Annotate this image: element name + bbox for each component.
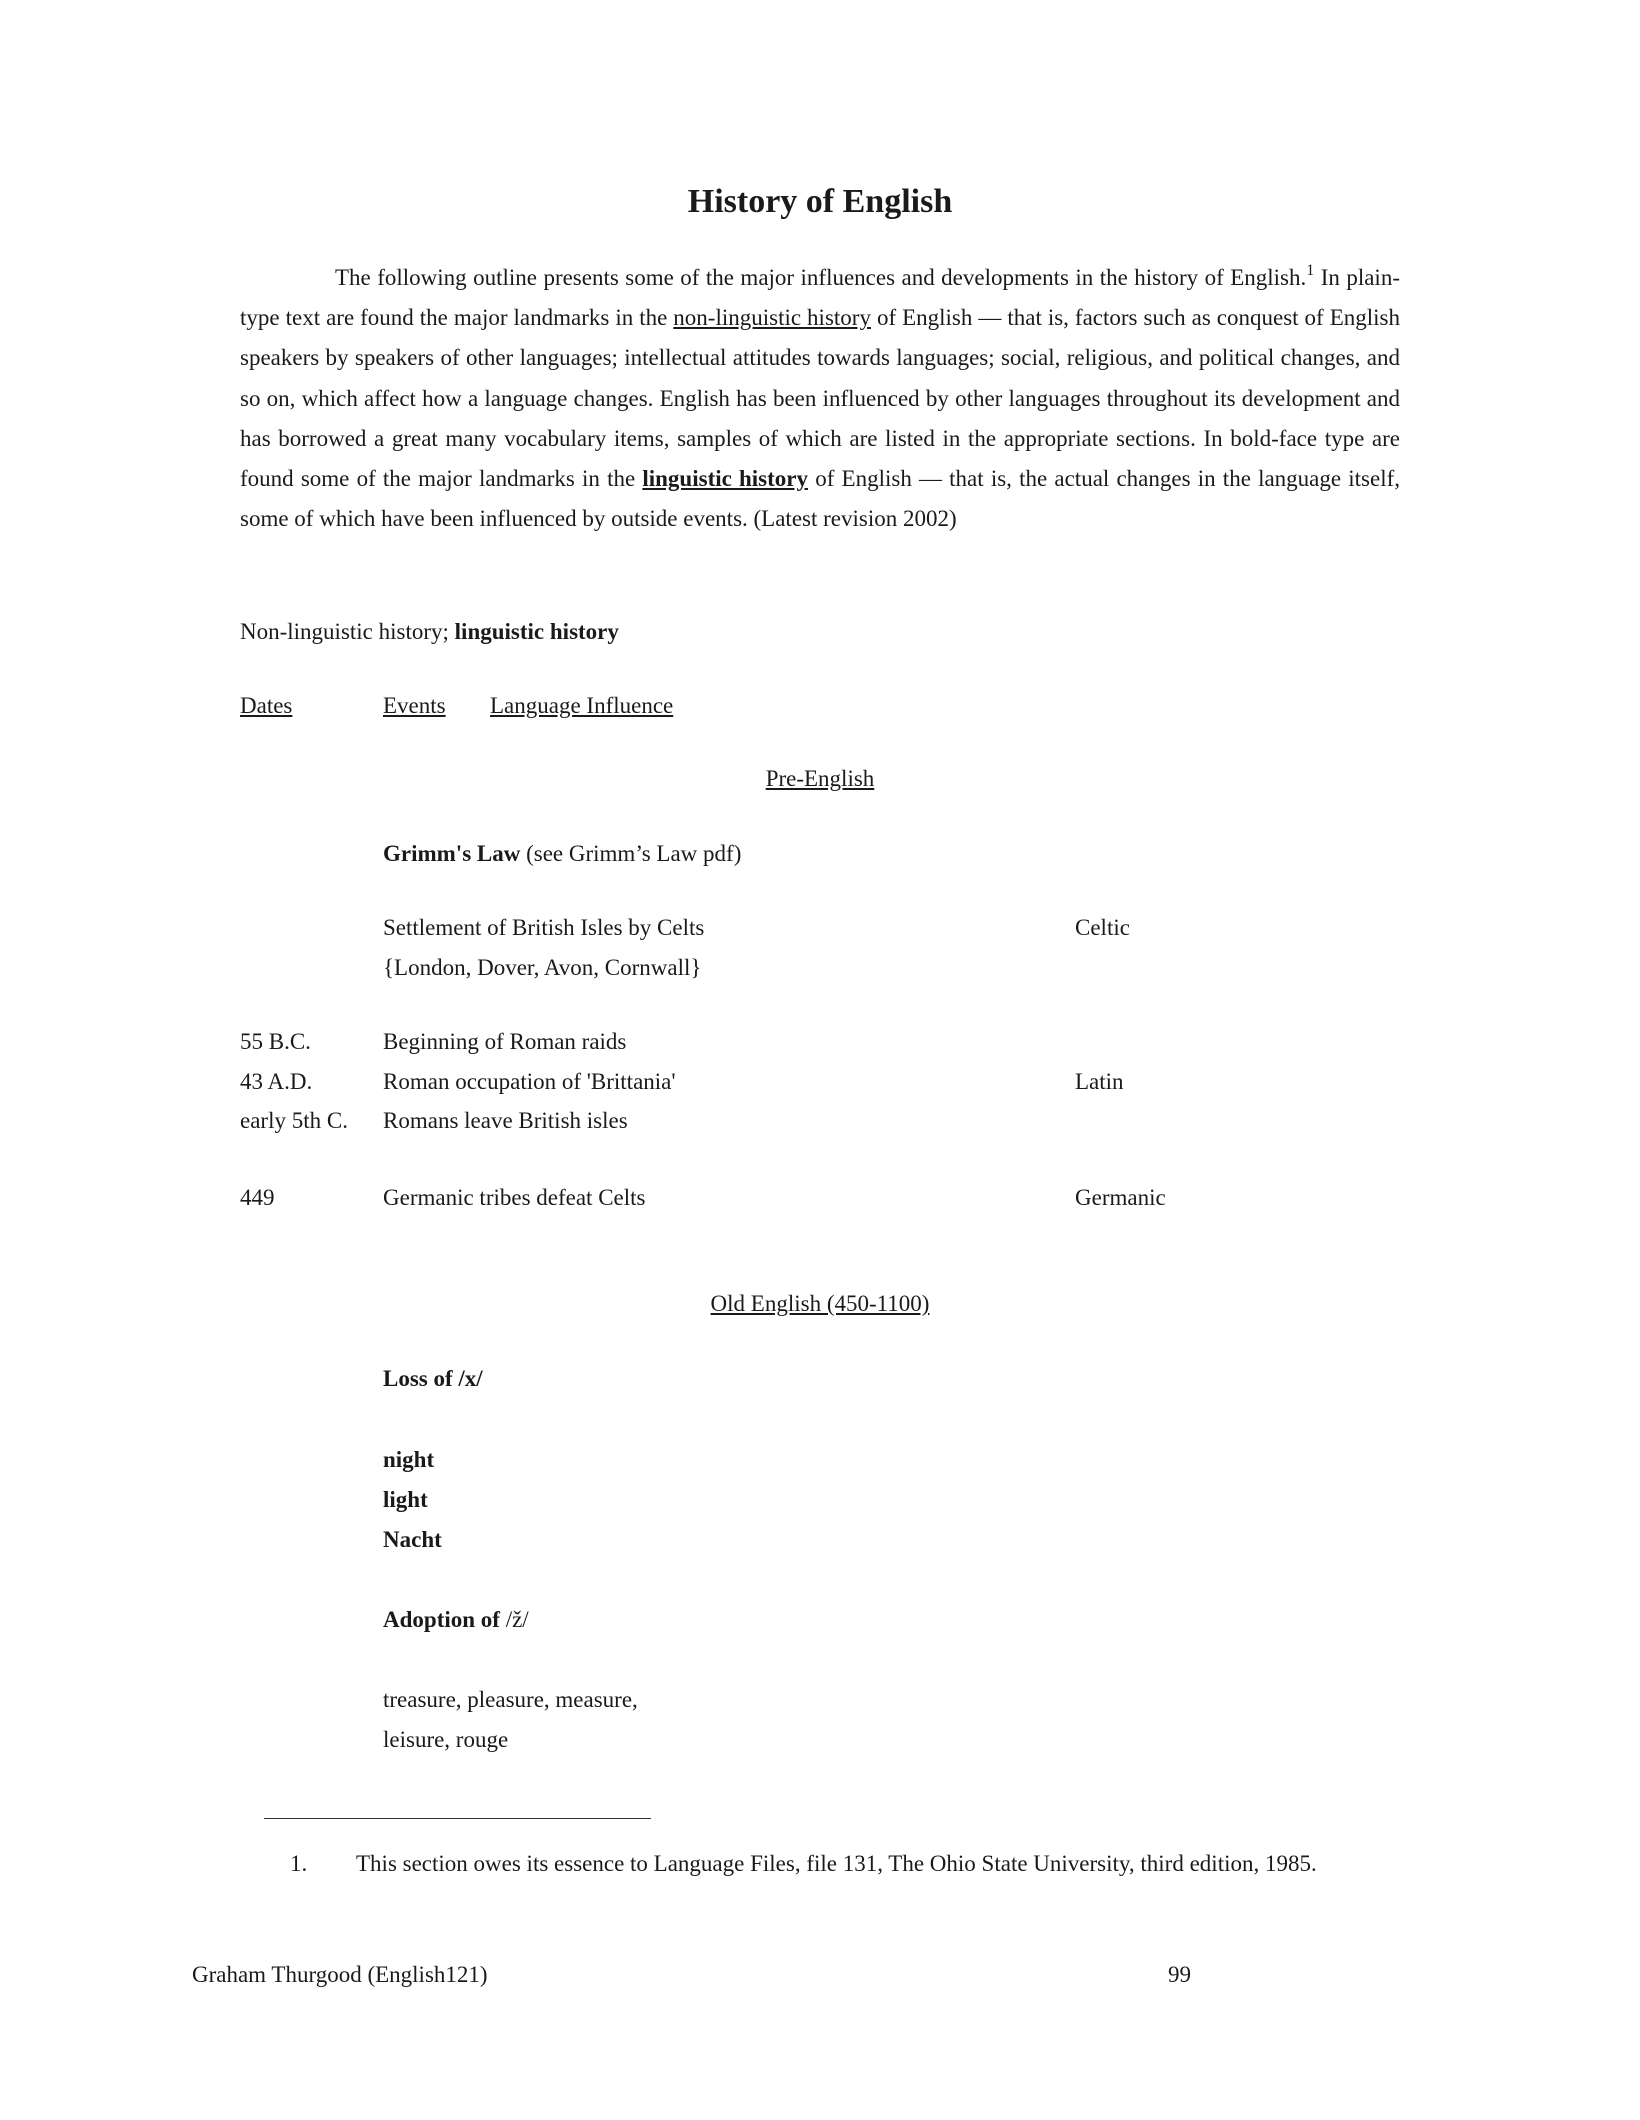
adoption-examples-line-1: treasure, pleasure, measure, bbox=[383, 1687, 638, 1712]
influence-row-4: Germanic bbox=[1075, 1185, 1166, 1210]
event-celts: Settlement of British Isles by Celts bbox=[383, 915, 705, 940]
page-number: 99 bbox=[1168, 1962, 1191, 1987]
adoption-symbol: /ž/ bbox=[505, 1607, 529, 1632]
influence-celtic: Celtic bbox=[1075, 915, 1130, 940]
intro-text-4: of English — that is, the actual changes in the language itself, some of which have been influenced by outside events. (Latest revision 2002) bbox=[240, 466, 1401, 532]
event-row-4: Germanic tribes defeat Celts bbox=[383, 1185, 646, 1210]
event-row-3: Romans leave British isles bbox=[383, 1108, 628, 1133]
influence-row-2: Latin bbox=[1075, 1069, 1124, 1094]
celtic-examples: {London, Dover, Avon, Cornwall} bbox=[383, 955, 702, 980]
intro-text-3: of English — that is, factors such as conquest of English speakers by speakers of other languages; intellectual attitudes towards languages; social, religious, and political changes, and so on, which affect how a language changes. English has been influenced by other languages throughout its development and has borrowed a great many vocabulary items, samples of which are listed in the appropriate sections. In bold-face type are found some of the major landmarks in the bbox=[240, 305, 1400, 492]
date-row-3: early 5th C. bbox=[240, 1108, 348, 1133]
header-dates: Dates bbox=[240, 693, 293, 718]
legend bbox=[240, 612, 619, 652]
grimms-law-entry bbox=[383, 834, 741, 874]
word-nacht: Nacht bbox=[383, 1527, 442, 1552]
event-row-2: Roman occupation of 'Brittania' bbox=[383, 1069, 676, 1094]
footnote-divider bbox=[264, 1818, 651, 1819]
legend-bold: linguistic history bbox=[454, 619, 619, 644]
event-row-1: Beginning of Roman raids bbox=[383, 1029, 627, 1054]
footnote-marker[interactable]: 1 bbox=[1306, 262, 1315, 279]
grimms-law-heading: Grimm's Law bbox=[383, 841, 521, 866]
intro-text-2: In plain-type text are found the major landmarks in the bbox=[240, 265, 1400, 331]
legend-plain: Non-linguistic history; bbox=[240, 619, 455, 644]
linguistic-history-term: linguistic history bbox=[642, 466, 809, 492]
footnote bbox=[290, 1845, 1352, 1883]
section-heading-pre-english: Pre-English bbox=[765, 766, 875, 791]
date-row-2: 43 A.D. bbox=[240, 1069, 313, 1094]
date-row-1: 55 B.C. bbox=[240, 1029, 311, 1054]
adoption-heading bbox=[383, 1600, 529, 1640]
section-heading-old-english: Old English (450-1100) bbox=[710, 1291, 930, 1316]
word-night: night bbox=[383, 1447, 435, 1472]
footnote-number: 1. bbox=[290, 1851, 308, 1876]
page-title: History of English bbox=[687, 183, 953, 220]
adoption-examples-line-2: leisure, rouge bbox=[383, 1727, 509, 1752]
header-language-influence: Language Influence bbox=[490, 693, 674, 718]
adoption-heading-text: Adoption of bbox=[383, 1607, 506, 1632]
header-events: Events bbox=[383, 693, 446, 718]
non-linguistic-history-term: non-linguistic history bbox=[673, 305, 871, 331]
date-row-4: 449 bbox=[240, 1185, 275, 1210]
loss-of-x-heading: Loss of /x/ bbox=[383, 1366, 483, 1391]
word-light: light bbox=[383, 1487, 428, 1512]
intro-paragraph bbox=[240, 258, 1400, 539]
footer-author: Graham Thurgood (English121) bbox=[192, 1962, 488, 1987]
footnote-text: This section owes its essence to Language Files, file 131, The Ohio State University, third edition, 1985. bbox=[356, 1851, 1317, 1876]
grimms-law-note: (see Grimm’s Law pdf) bbox=[520, 841, 742, 866]
intro-text-1: The following outline presents some of the major influences and developments in the history of English. bbox=[335, 265, 1307, 290]
